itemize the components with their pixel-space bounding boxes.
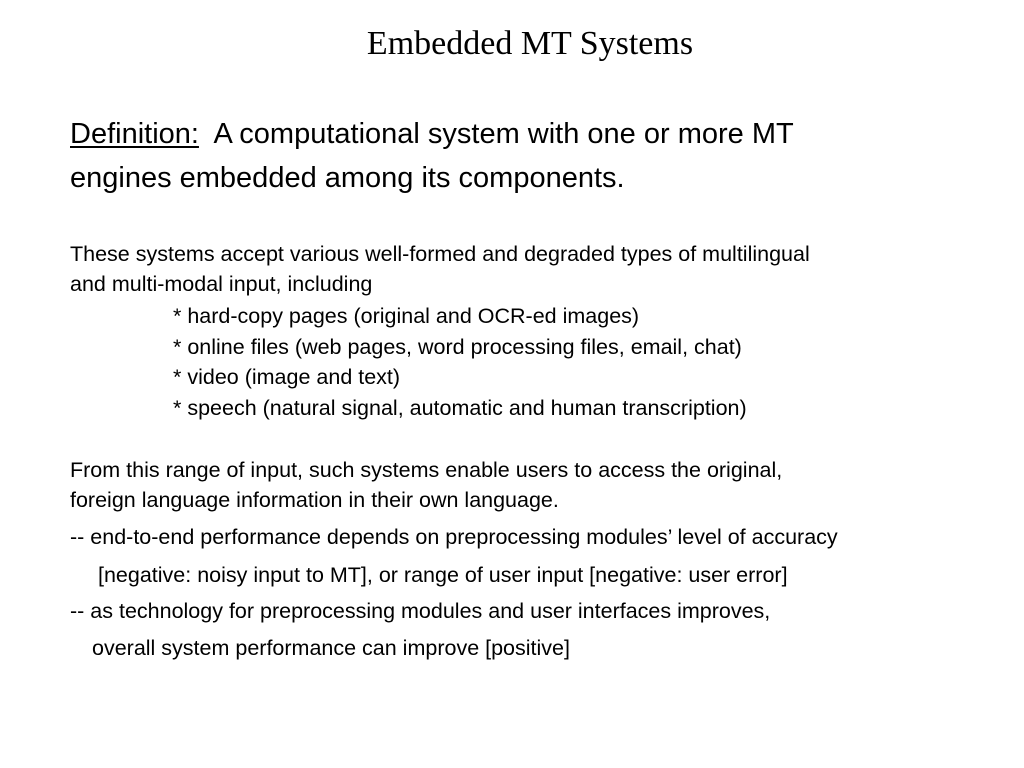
summary-line-2: foreign language information in their own language. [70, 488, 559, 512]
definition-line-1 [70, 116, 794, 152]
point-line-1: -- as technology for preprocessing modules and user interfaces improves, [70, 599, 771, 623]
bullet-item: * speech (natural signal, automatic and human transcription) [173, 396, 747, 420]
bullet-item: * online files (web pages, word processing files, email, chat) [173, 335, 742, 359]
definition-text-1: A computational system with one or more MT [213, 118, 794, 150]
intro-line-2: and multi-modal input, including [70, 272, 373, 296]
bullet-item: * hard-copy pages (original and OCR-ed images) [173, 304, 640, 328]
intro-line-1: These systems accept various well-formed and degraded types of multilingual [70, 242, 810, 266]
bullet-item: * video (image and text) [173, 365, 401, 389]
definition-term: Definition: [70, 118, 199, 150]
slide-title: Embedded MT Systems [366, 25, 694, 62]
point-line-2: [negative: noisy input to MT], or range of user input [negative: user error] [98, 563, 788, 587]
summary-line-1: From this range of input, such systems enable users to access the original, [70, 458, 783, 482]
definition-line-2: engines embedded among its components. [70, 162, 625, 194]
point-line-2: overall system performance can improve [positive] [92, 636, 570, 660]
point-line-1: -- end-to-end performance depends on preprocessing modules’ level of accuracy [70, 525, 838, 549]
